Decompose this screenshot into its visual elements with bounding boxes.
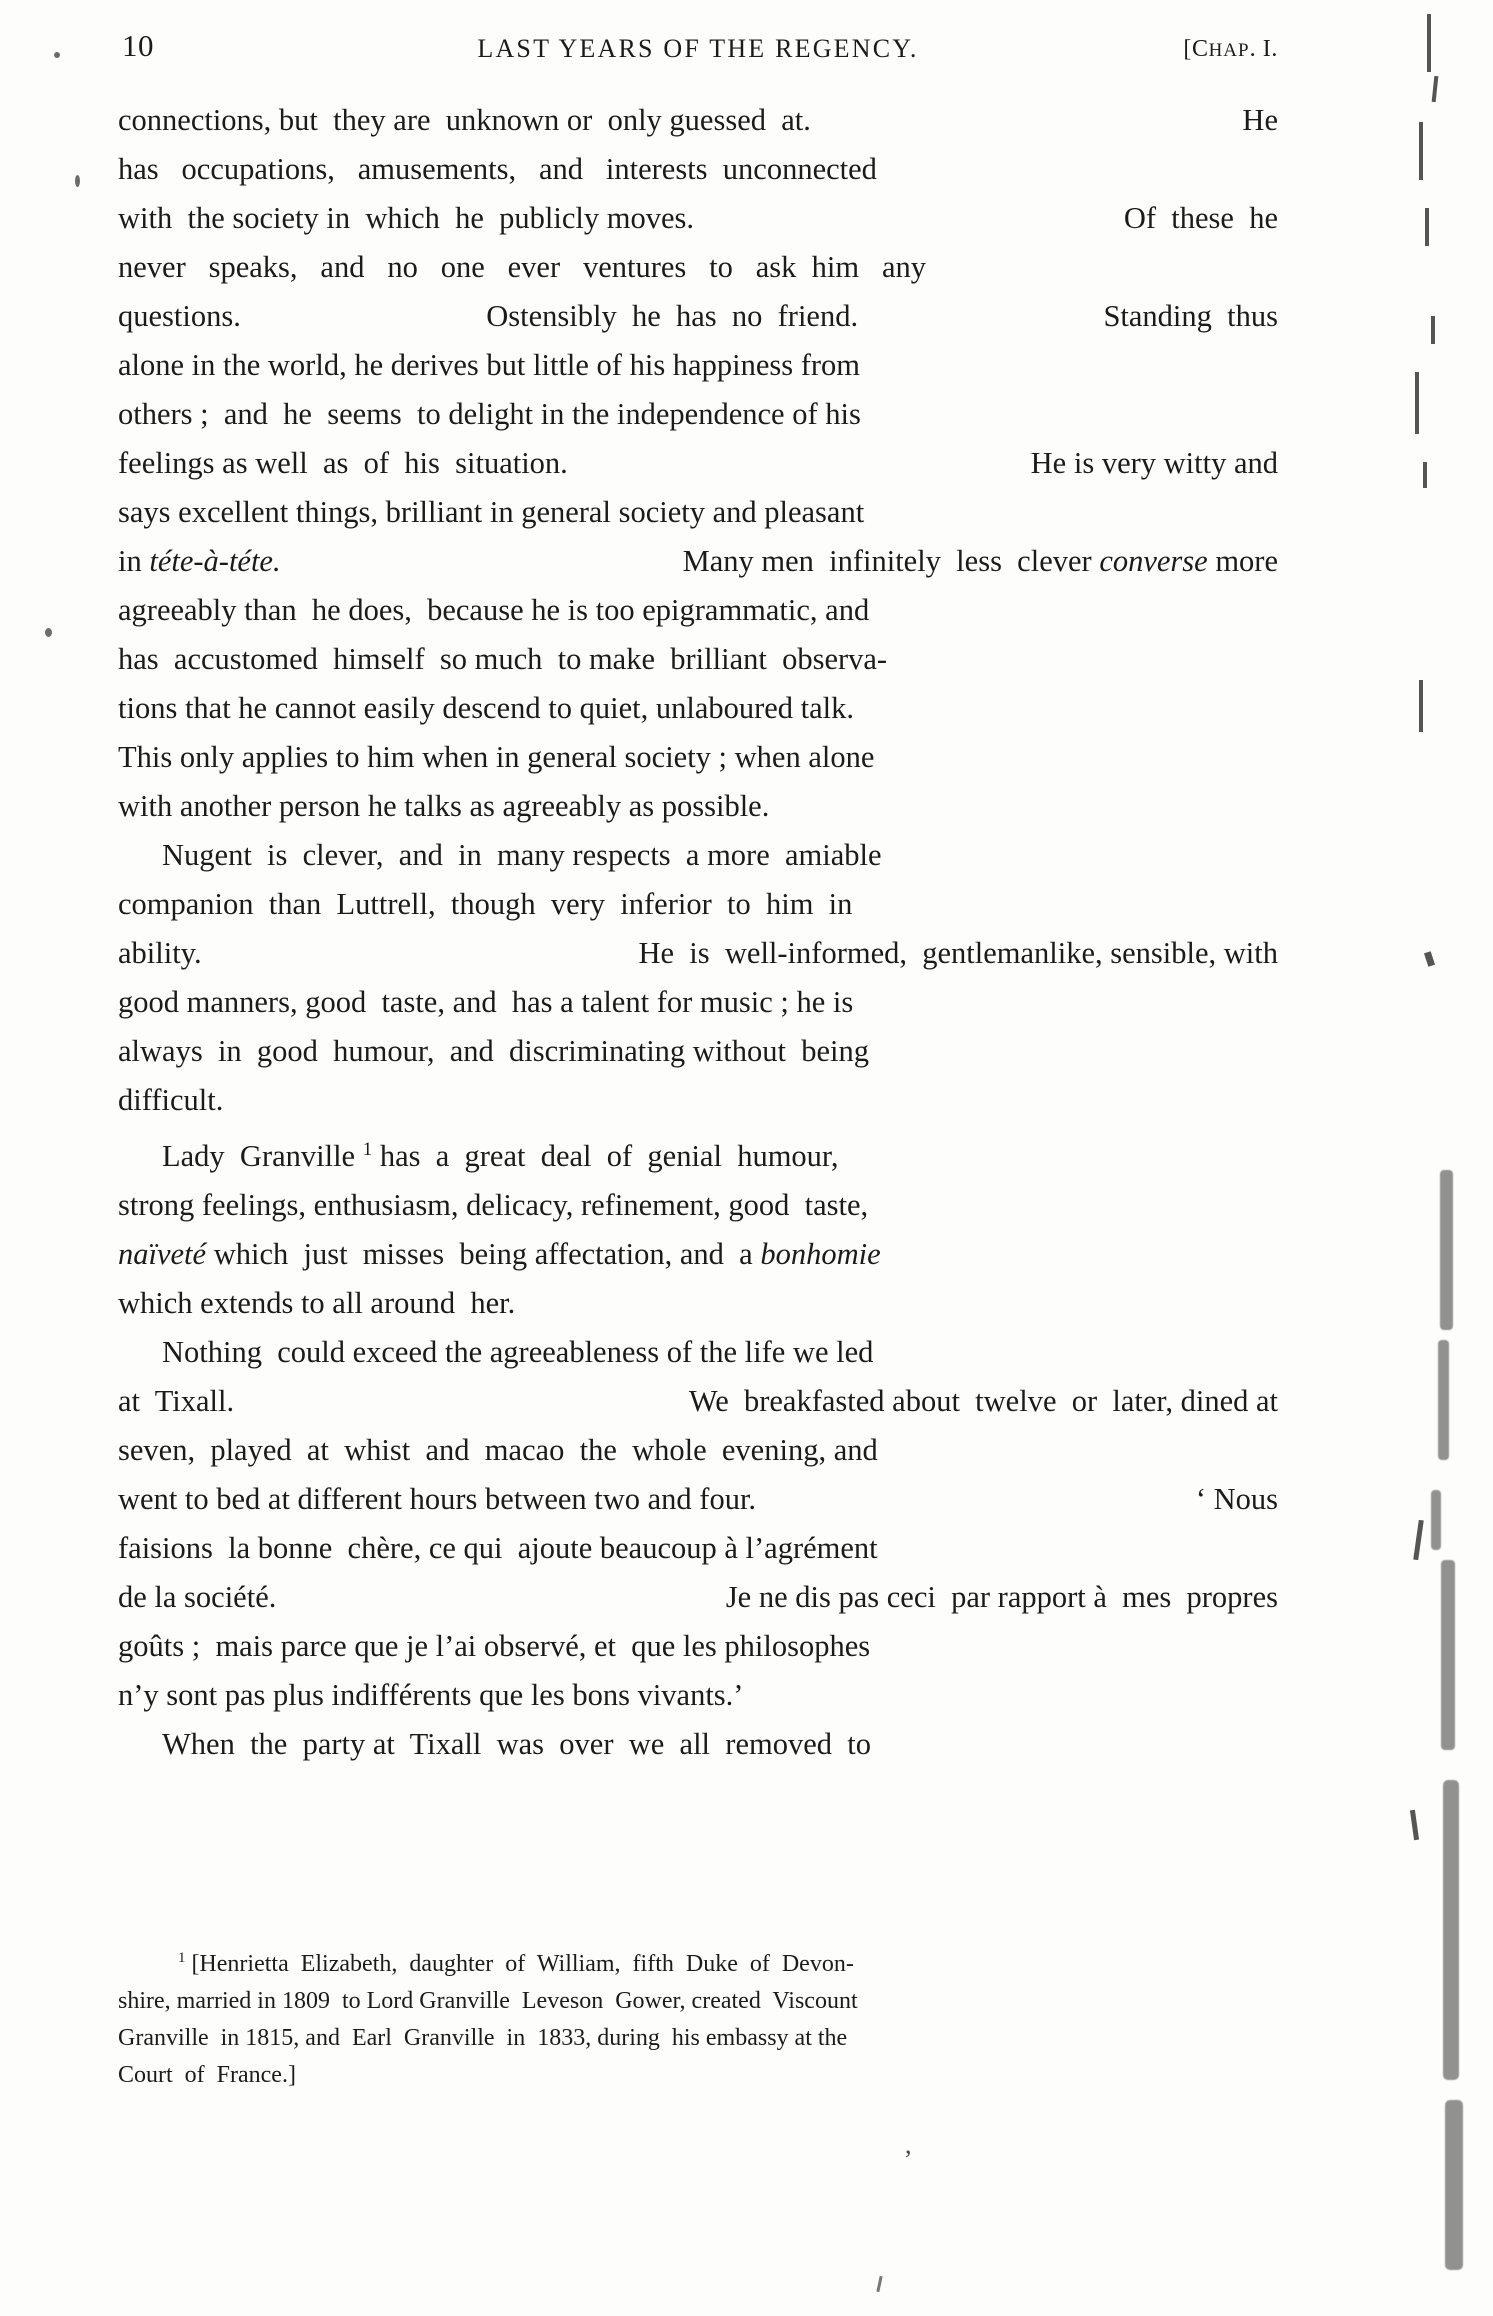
text-line: Court of France.]: [118, 2062, 296, 2088]
scan-speck: [75, 175, 80, 187]
text-line: shire, married in 1809 to Lord Granville Leveson Gower, created Viscount: [118, 1988, 858, 2014]
gutter-mark: [1425, 208, 1429, 246]
gutter-mark: [1424, 951, 1435, 966]
text-line: says excellent things, brilliant in general society and pleasant: [118, 495, 865, 529]
gutter-smudge: [1441, 1560, 1455, 1750]
paragraph-tixall-life: [118, 1328, 1278, 1720]
gutter-smudge: [1443, 1780, 1459, 2080]
gutter-mark: [1431, 316, 1435, 344]
scan-speck: [45, 628, 52, 637]
gutter-mark: [1423, 462, 1427, 488]
paragraph-nugent: [118, 831, 1278, 1125]
body-text: [118, 96, 1278, 1769]
chapter-ref-suffix: . I.: [1249, 36, 1278, 62]
text-line: Nugent is clever, and in many respects a more amiable: [162, 838, 882, 872]
text-line: companion than Luttrell, though very inferior to him in: [118, 887, 853, 921]
gutter-mark: [1410, 1810, 1419, 1840]
text-line: has accustomed himself so much to make brilliant observa-: [118, 642, 888, 676]
text-line: n’y sont pas plus indifférents que les bons vivants.’: [118, 1678, 744, 1713]
gutter-mark: [1419, 680, 1423, 732]
page-content-area: [118, 0, 1278, 2316]
gutter-mark: [1415, 372, 1419, 434]
text-line: alone in the world, he derives but little of his happiness from: [118, 348, 861, 382]
text-line: never speaks, and no one ever ventures to ask him any: [118, 250, 927, 284]
gutter-mark: [1419, 122, 1423, 180]
text-line: questions. Ostensibly he has no friend. Standing thus: [118, 299, 1278, 333]
text-line: Granville in 1815, and Earl Granville in 1833, during his embassy at the: [118, 2025, 848, 2051]
running-head: [118, 28, 1278, 74]
stray-comma: ,: [905, 2130, 912, 2159]
gutter-mark: [1413, 1520, 1424, 1560]
scan-speck: [54, 52, 60, 58]
text-line: others ; and he seems to delight in the independence of his: [118, 397, 861, 431]
text-line: de la société. Je ne dis pas ceci par rapport à mes propres: [118, 1580, 1278, 1615]
text-line: $^1$ [Henrietta Elizabeth, daughter of William, fifth Duke of Devon-: [178, 1950, 854, 1977]
text-line: Lady Granville $^1$ has a great deal of genial humour,: [162, 1139, 839, 1174]
text-line: ability. He is well-informed, gentlemanlike, sensible, with: [118, 936, 1278, 970]
text-line: with another person he talks as agreeably as possible.: [118, 789, 770, 823]
text-line: agreeably than he does, because he is too epigrammatic, and: [118, 593, 870, 627]
text-line: connections, but they are unknown or only guessed at. He: [118, 103, 1278, 137]
gutter-smudge: [1440, 1170, 1453, 1330]
text-line: This only applies to him when in general society ; when alone: [118, 740, 875, 774]
text-line: tions that he cannot easily descend to quiet, unlaboured talk.: [118, 691, 855, 725]
text-line: difficult.: [118, 1083, 224, 1117]
gutter-smudge: [1438, 1340, 1449, 1460]
text-line: seven, played at whist and macao the whole evening, and: [118, 1433, 878, 1468]
page-number: 10: [122, 28, 154, 63]
text-line: always in good humour, and discriminating without being: [118, 1034, 870, 1068]
footnote: [118, 1940, 1278, 2094]
text-line: feelings as well as of his situation. He is very witty and: [118, 446, 1278, 480]
text-line: has occupations, amusements, and interests unconnected: [118, 152, 877, 186]
text-line: good manners, good taste, and has a talent for music ; he is: [118, 985, 854, 1019]
paragraph-party-over: [118, 1720, 1278, 1769]
text-line: strong feelings, enthusiasm, delicacy, refinement, good taste,: [118, 1188, 869, 1223]
text-line: at Tixall. We breakfasted about twelve or later, dined at: [118, 1384, 1278, 1419]
paragraph-lady-granville: [118, 1125, 1278, 1328]
chapter-ref-prefix: [C: [1183, 36, 1209, 62]
gutter-shadow: [1373, 0, 1493, 2316]
paragraph-connections: [118, 96, 1278, 831]
text-line: Nothing could exceed the agreeableness of the life we led: [162, 1335, 874, 1370]
text-line: naïveté which just misses being affectation, and a bonhomie: [118, 1237, 881, 1272]
text-line: with the society in which he publicly moves. Of these he: [118, 201, 1278, 235]
gutter-smudge: [1431, 1490, 1441, 1550]
footnote-text: [118, 1940, 1278, 2094]
gutter-mark: [1432, 76, 1439, 102]
gutter-mark: [1427, 14, 1431, 72]
text-line: When the party at Tixall was over we all removed to: [162, 1727, 871, 1762]
gutter-smudge: [1445, 2100, 1463, 2270]
text-line: which extends to all around her.: [118, 1286, 516, 1321]
chapter-reference: [1183, 36, 1278, 63]
text-line: in téte-à-téte. Many men infinitely less clever converse more: [118, 544, 1278, 578]
chapter-ref-smallcaps: HAP: [1208, 40, 1250, 61]
text-line: faisions la bonne chère, ce qui ajoute beaucoup à l’agrément: [118, 1531, 878, 1566]
text-line: goûts ; mais parce que je l’ai observé, et que les philosophes: [118, 1629, 871, 1664]
running-title: LAST YEARS OF THE REGENCY.: [477, 34, 919, 63]
text-line: went to bed at different hours between two and four. ‘ Nous: [118, 1482, 1278, 1517]
